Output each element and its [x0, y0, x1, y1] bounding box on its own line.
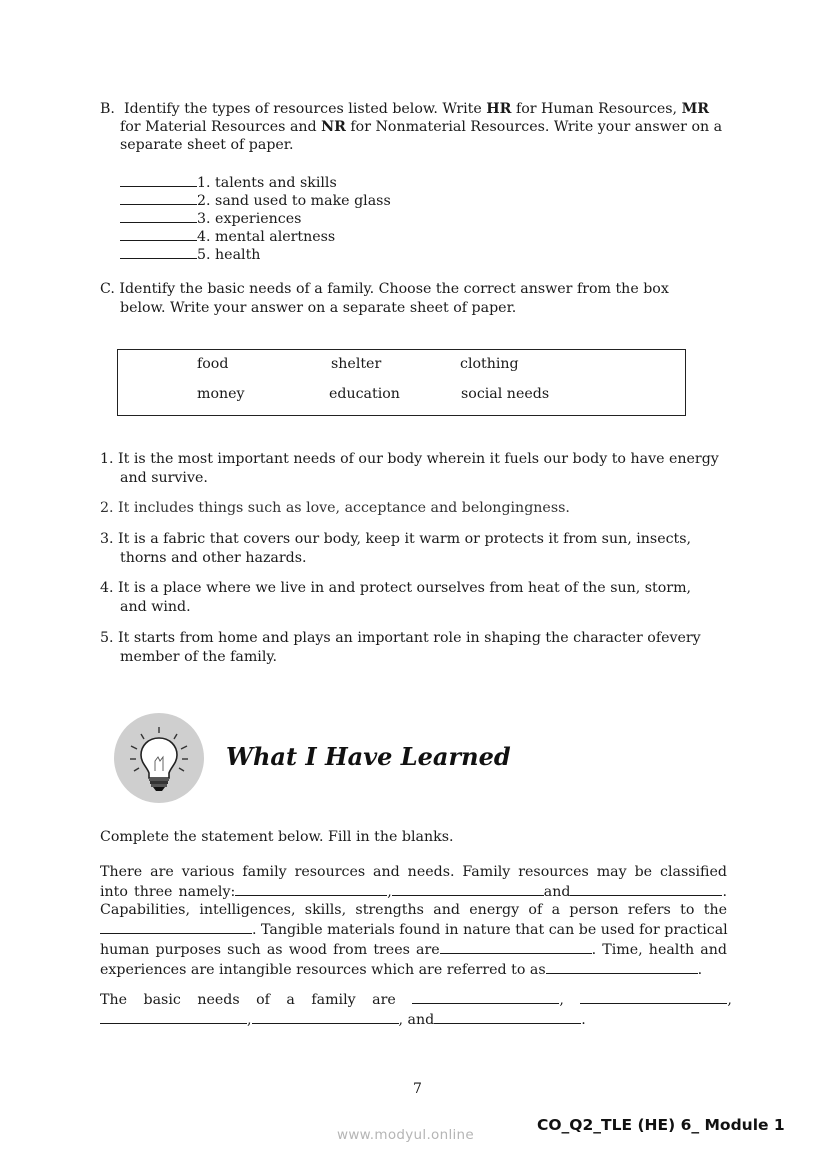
choice-money: money: [197, 386, 245, 402]
fill-blank[interactable]: [434, 1009, 581, 1024]
learned-instruction: Complete the statement below. Fill in the blanks.: [100, 829, 454, 845]
choice-clothing: clothing: [460, 356, 519, 372]
mr-code: MR: [681, 101, 710, 117]
question-4: 4. It is a place where we live in and protect ourselves from heat of the sun, storm,: [100, 580, 692, 596]
section-title: What I Have Learned: [226, 742, 511, 771]
section-b-intro-line3: separate sheet of paper.: [120, 137, 294, 153]
fill-blank[interactable]: [412, 989, 559, 1004]
section-c-label: C.: [100, 281, 115, 297]
question-5-cont: member of the family.: [120, 649, 277, 665]
answer-blank[interactable]: [120, 172, 197, 187]
section-c-intro-line1: C. Identify the basic needs of a family. Choose the correct answer from the box: [100, 281, 669, 297]
question-5: 5. It starts from home and plays an important role in shaping the character ofevery: [100, 630, 701, 646]
page-number: 7: [413, 1081, 422, 1097]
fill-in-paragraph-2: The basic needs of a family are , , , , and .: [100, 989, 727, 1029]
module-code: CO_Q2_TLE (HE) 6_ Module 1: [537, 1116, 785, 1134]
section-c-intro-line2: below. Write your answer on a separate sheet of paper.: [120, 300, 517, 316]
resource-item: 4. mental alertness: [120, 226, 335, 246]
hr-code: HR: [486, 101, 512, 117]
section-b-intro-line1: B. Identify the types of resources listed below. Write HR for Human Resources, MR: [100, 101, 710, 117]
question-3: 3. It is a fabric that covers our body, keep it warm or protects it from sun, insects,: [100, 531, 692, 547]
choice-social-needs: social needs: [461, 386, 550, 402]
fill-blank[interactable]: [440, 939, 592, 954]
choices-box: [117, 349, 686, 416]
resource-item: 2. sand used to make glass: [120, 190, 391, 210]
fill-blank[interactable]: [580, 989, 727, 1004]
fill-in-paragraph-1: There are various family resources and needs. Family resources may be classified into three namely: , and . Capabilities, intelligences, skills, strengths and energy of a person refers to the . Tangible materials found in nature that can be used for practical human purposes such as wood from trees are . Time, health and experiences are intangible resources which are referred to as .: [100, 864, 728, 978]
lightbulb-icon: [114, 713, 204, 803]
answer-blank[interactable]: [120, 244, 197, 259]
choice-education: education: [329, 386, 400, 402]
section-b-intro-line2: for Material Resources and NR for Nonmaterial Resources. Write your answer on a: [120, 119, 723, 135]
fill-blank[interactable]: [235, 881, 387, 896]
resource-item: 3. experiences: [120, 208, 301, 228]
question-4-cont: and wind.: [120, 599, 191, 615]
resource-item: 5. health: [120, 244, 260, 264]
question-2: 2. It includes things such as love, acceptance and belongingness.: [100, 500, 570, 516]
fill-blank[interactable]: [100, 1009, 247, 1024]
nr-code: NR: [321, 119, 346, 135]
fill-blank[interactable]: [546, 959, 698, 974]
question-1: 1. It is the most important needs of our body wherein it fuels our body to have energy: [100, 451, 719, 467]
fill-blank[interactable]: [100, 919, 252, 934]
fill-blank[interactable]: [392, 881, 544, 896]
choice-shelter: shelter: [331, 356, 382, 372]
answer-blank[interactable]: [120, 208, 197, 223]
section-b-label: B.: [100, 101, 115, 117]
answer-blank[interactable]: [120, 190, 197, 205]
resource-item: 1. talents and skills: [120, 172, 337, 192]
answer-blank[interactable]: [120, 226, 197, 241]
question-3-cont: thorns and other hazards.: [120, 550, 307, 566]
watermark: www.modyul.online: [337, 1127, 475, 1143]
fill-blank[interactable]: [252, 1009, 399, 1024]
fill-blank[interactable]: [570, 881, 722, 896]
choice-food: food: [197, 356, 229, 372]
question-1-cont: and survive.: [120, 470, 208, 486]
